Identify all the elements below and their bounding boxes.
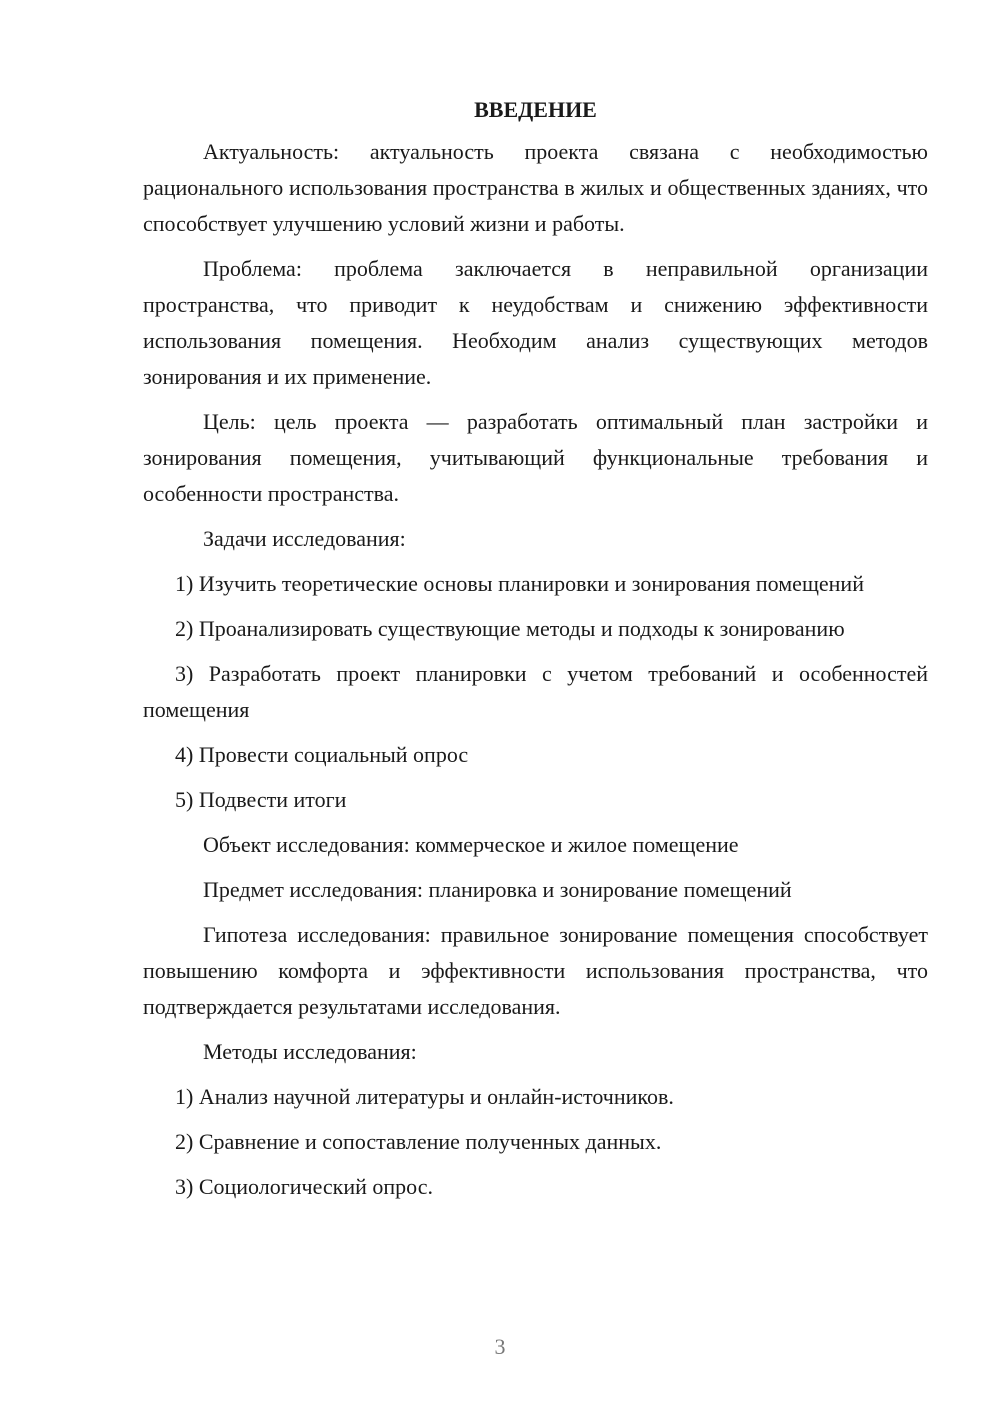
method-item-3: 3) Социологический опрос. — [175, 1174, 433, 1199]
task-item-2: 2) Проанализировать существующие методы и подходы к зонированию — [175, 616, 845, 641]
hypothesis-paragraph: Гипотеза исследования: правильное зонирование помещения способствует повышению комфорта и эффективности использования пространства, что подтверждается результатами исследования. — [143, 922, 928, 1019]
method-item-1: 1) Анализ научной литературы и онлайн-источников. — [175, 1084, 674, 1109]
task-item-4: 4) Провести социальный опрос — [175, 742, 469, 767]
page-number: 3 — [494, 1334, 506, 1359]
method-item-2: 2) Сравнение и сопоставление полученных данных. — [175, 1129, 662, 1154]
goal-paragraph: Цель: цель проекта — разработать оптимальный план застройки и зонирования помещения, учитывающий функциональные требования и особенности пространства. — [143, 409, 928, 506]
tasks-heading: Задачи исследования: — [203, 526, 406, 551]
document-page — [143, 93, 928, 1214]
problem-paragraph: Проблема: проблема заключается в неправильной организации пространства, что приводит к неудобствам и снижению эффективности использования помещения. Необходим анализ существующих методов зонирования и их применение. — [143, 256, 928, 389]
task-item-3: 3) Разработать проект планировки с учетом требований и особенностей помещения — [143, 661, 928, 722]
task-item-1: 1) Изучить теоретические основы планировки и зонирования помещений — [175, 571, 864, 596]
relevance-paragraph: Актуальность: актуальность проекта связана с необходимостью рационального использования пространства в жилых и общественных зданиях, что способствует улучшению условий жизни и работы. — [143, 139, 928, 236]
page-title: ВВЕДЕНИЕ — [474, 97, 597, 122]
methods-heading: Методы исследования: — [203, 1039, 417, 1064]
subject-paragraph: Предмет исследования: планировка и зонирование помещений — [203, 877, 792, 902]
task-item-5: 5) Подвести итоги — [175, 787, 347, 812]
object-paragraph: Объект исследования: коммерческое и жилое помещение — [203, 832, 739, 857]
